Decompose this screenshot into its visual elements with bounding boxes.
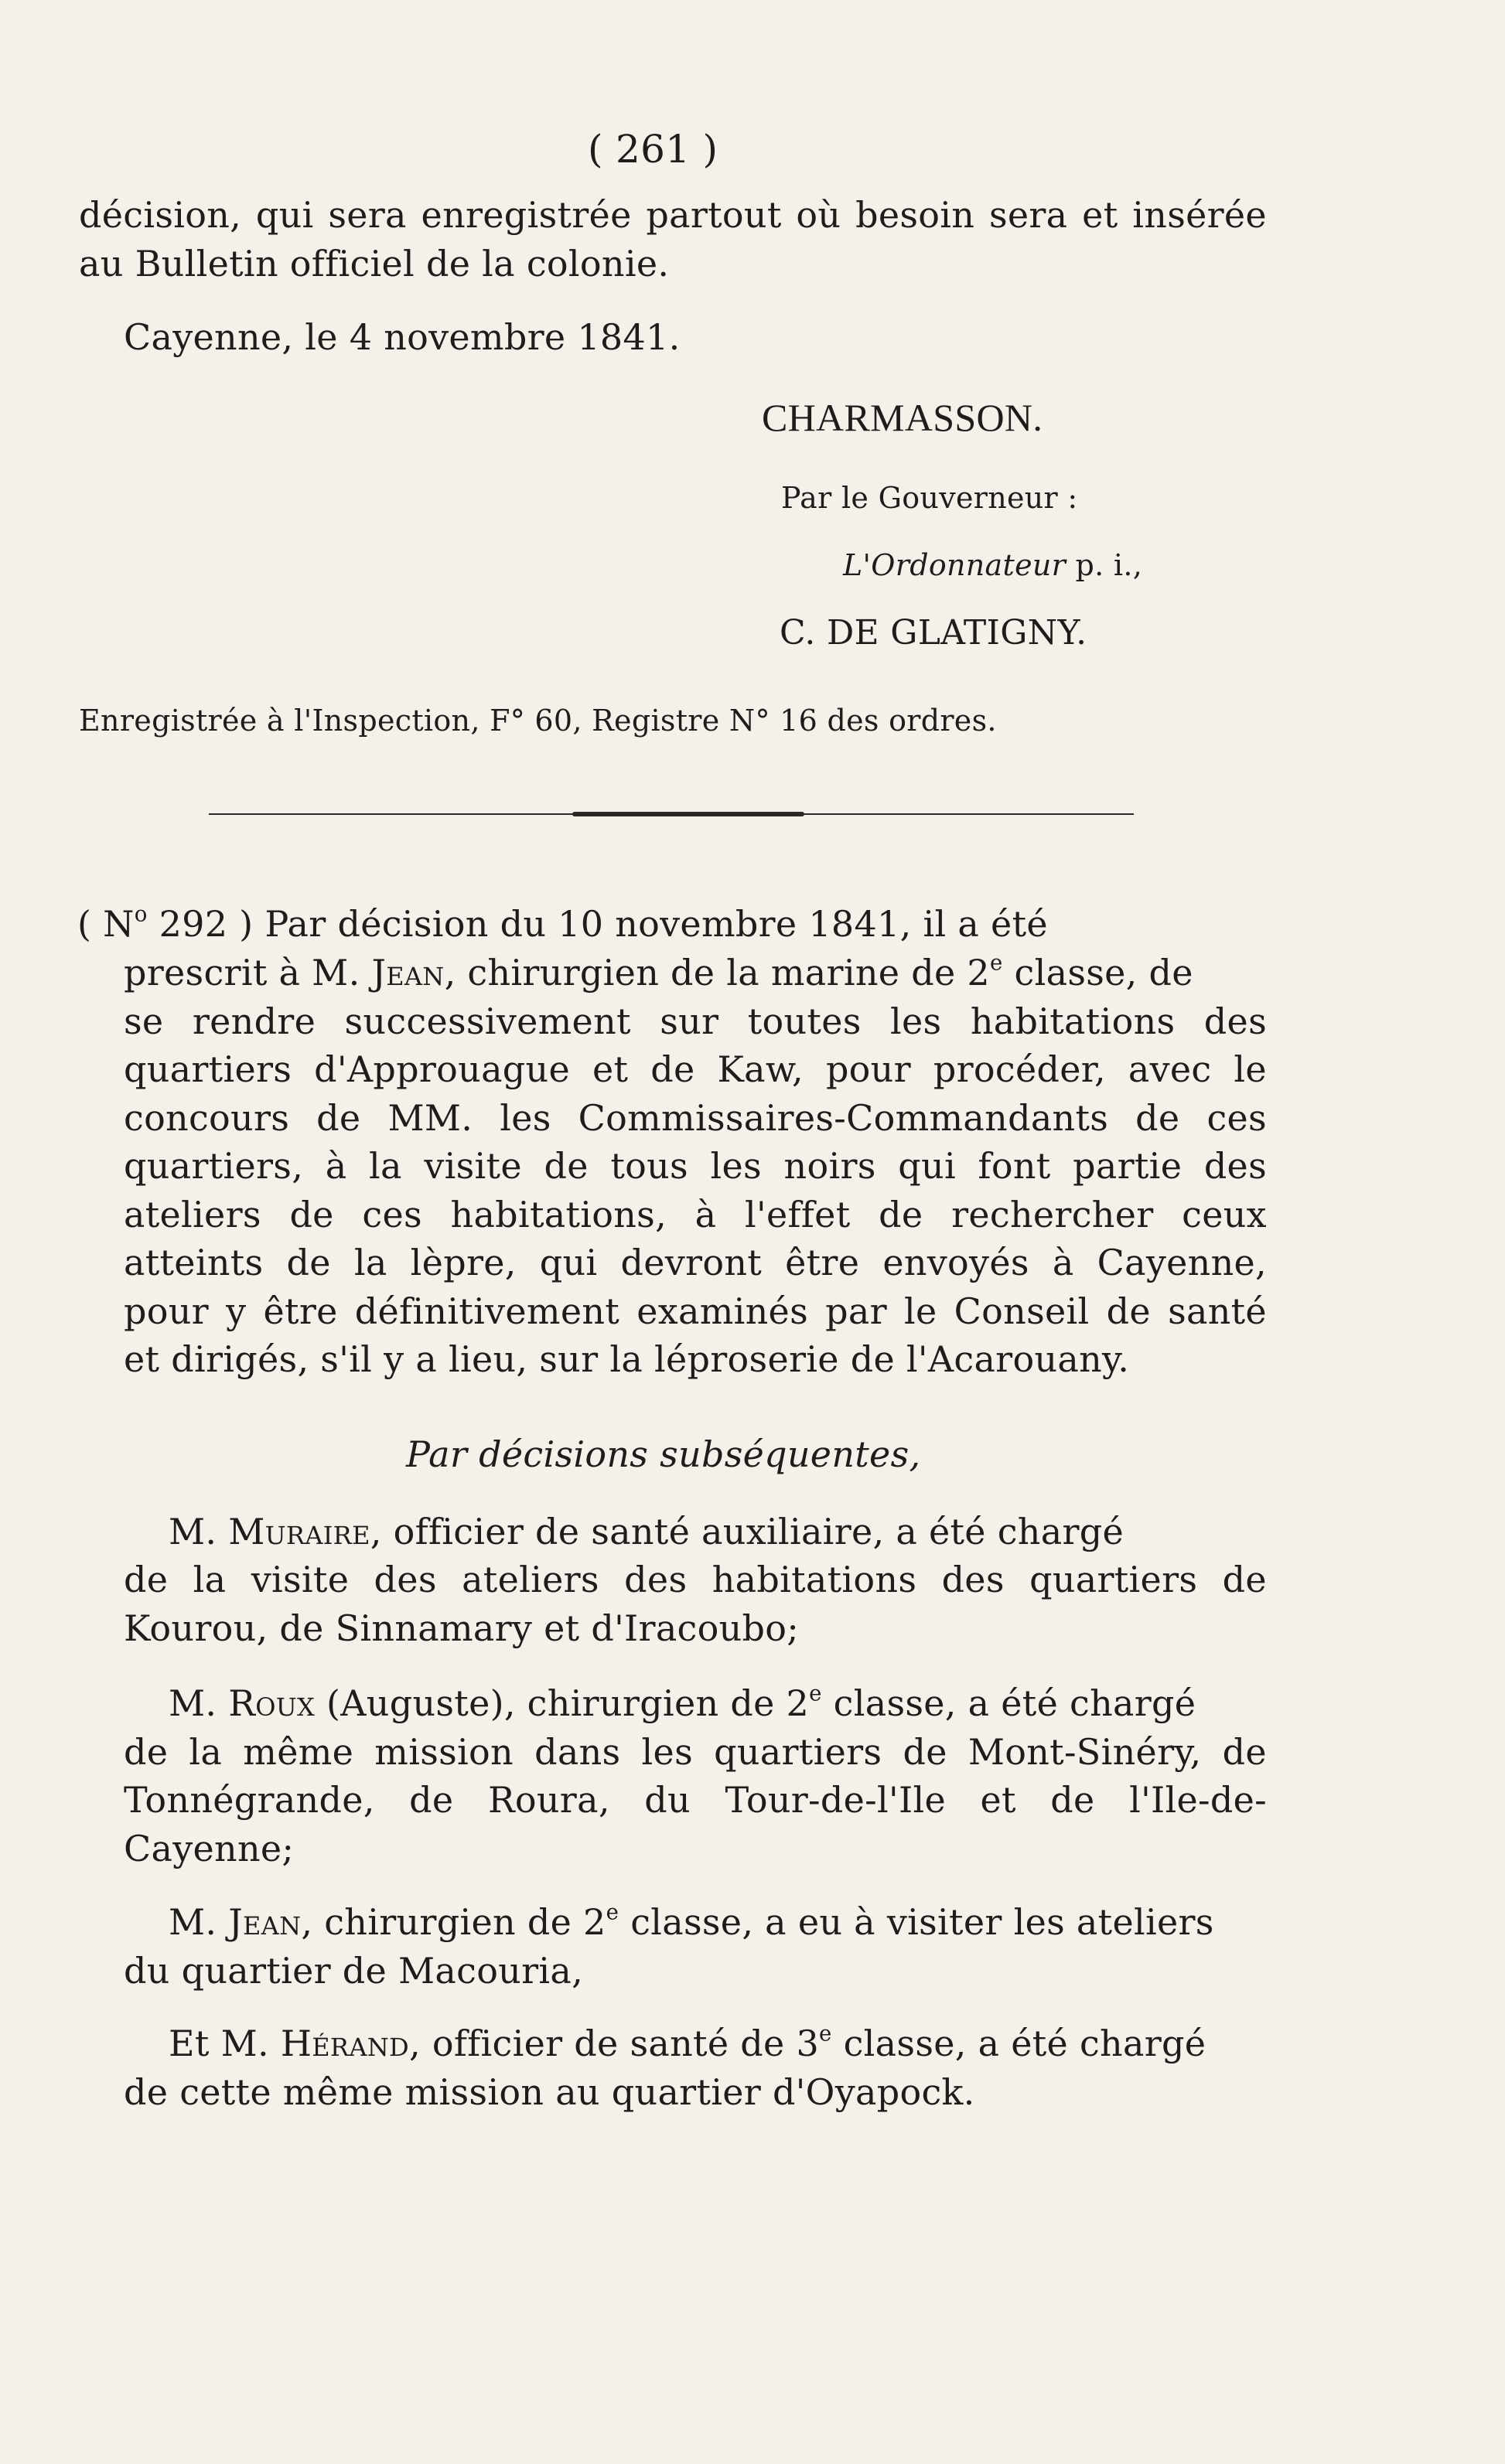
word: à (325, 1145, 347, 1187)
word: mission (374, 1731, 514, 1773)
muraire-l1-a: M. (169, 1511, 217, 1552)
decision-292-l2-a: prescrit à M. (124, 952, 360, 993)
word: rechercher (951, 1194, 1154, 1235)
word: successivement (344, 1000, 631, 1042)
herand-l1-sup: e (819, 2020, 832, 2047)
word: la (369, 1145, 402, 1187)
roux-l1-a: M. (169, 1682, 217, 1724)
word: MM. (387, 1097, 473, 1139)
section-divider (209, 812, 1134, 816)
decision-292-line-4 (124, 1048, 1267, 1090)
word: le (904, 1290, 937, 1332)
muraire-line-3: Kourou, de Sinnamary et d'Iracoubo; (124, 1607, 800, 1649)
word: de (286, 1242, 331, 1283)
word: habitations, (450, 1194, 667, 1235)
muraire-l1-b: , officier de santé auxiliaire, a été chargé (370, 1511, 1124, 1552)
decision-292-line-2 (124, 949, 1193, 993)
word: les (890, 1000, 942, 1042)
herand-l1-c: classe, a été chargé (831, 2023, 1206, 2064)
jean-l1-a: M. (169, 1901, 217, 1943)
word: habitations (970, 1000, 1176, 1042)
ordonnateur-italic: L'Ordonnateur (843, 548, 1066, 582)
word: par (825, 1290, 887, 1332)
word: de (1222, 1559, 1267, 1600)
decision-292-line-3 (124, 1000, 1267, 1042)
roux-line-4: Cayenne; (124, 1828, 295, 1869)
decision-292-line-6 (124, 1145, 1267, 1187)
word: partie (1073, 1145, 1182, 1187)
herand-l1-b: , officier de santé de 3 (409, 2023, 820, 2064)
decision-292-l2-sup: e (989, 949, 1003, 976)
decision-number-rest: 292 ) Par décision du 10 novembre 1841, il a été (147, 903, 1048, 945)
word: Conseil (954, 1290, 1090, 1332)
word: et (1082, 194, 1118, 236)
divider-ornament (572, 812, 804, 816)
word: ces (1206, 1097, 1267, 1139)
page-number: ( 261 ) (588, 127, 718, 172)
word: de (124, 1559, 169, 1600)
herand-line-2: de cette même mission au quartier d'Oyapock. (124, 2071, 975, 2113)
roux-l1-b: (Auguste), chirurgien de 2 (315, 1682, 810, 1724)
dateline: Cayenne, le 4 novembre 1841. (124, 316, 681, 358)
roux-line-3 (124, 1779, 1267, 1821)
word: quartiers (714, 1731, 882, 1773)
jean-line-1 (169, 1899, 1214, 1943)
word: l'effet (745, 1194, 851, 1235)
word: lèpre, (410, 1242, 517, 1283)
word: d'Approuague (314, 1048, 570, 1090)
word: des (1203, 1000, 1267, 1042)
decision-number-prefix: ( N (77, 903, 135, 945)
word: du (644, 1779, 691, 1821)
word: rendre (192, 1000, 316, 1042)
word: les (710, 1145, 762, 1187)
word: habitations (712, 1559, 917, 1600)
word: la (353, 1242, 387, 1283)
word: tous (610, 1145, 688, 1187)
word: Cayenne, (1097, 1242, 1267, 1283)
word: où (796, 194, 841, 236)
word: qui (898, 1145, 956, 1187)
word: y (226, 1290, 247, 1332)
word: de (650, 1048, 695, 1090)
jean-l1-c: classe, a eu à visiter les ateliers (619, 1901, 1214, 1943)
word: de (879, 1194, 923, 1235)
ordonnateur-title (843, 550, 1142, 580)
word: de (903, 1731, 947, 1773)
registration-note: Enregistrée à l'Inspection, F° 60, Registre N° 16 des ordres. (79, 704, 997, 738)
word: des (624, 1559, 688, 1600)
word: sera (988, 194, 1068, 236)
word: envoyés (882, 1242, 1029, 1283)
word: être (785, 1242, 860, 1283)
word: procéder, (933, 1048, 1106, 1090)
decision-292-line-5 (124, 1097, 1267, 1139)
herand-l1-a: Et M. (169, 2023, 269, 2064)
word: font (978, 1145, 1051, 1187)
word: qui (539, 1242, 598, 1283)
signer-name: CHARMASSON. (762, 396, 1043, 439)
word: quartiers, (124, 1145, 304, 1187)
word: partout (646, 194, 782, 236)
word: définitivement (354, 1290, 620, 1332)
word: l'Ile-de- (1129, 1779, 1267, 1821)
word: le (1234, 1048, 1267, 1090)
word: la (189, 1731, 223, 1773)
word: pour (124, 1290, 209, 1332)
word: et (980, 1779, 1016, 1821)
word: de (124, 1731, 169, 1773)
ordonnateur-suffix: p. i., (1075, 548, 1143, 582)
word: les (500, 1097, 551, 1139)
jean-l1-b: , chirurgien de 2 (301, 1901, 606, 1943)
word: pour (825, 1048, 911, 1090)
word: des (941, 1559, 1005, 1600)
word: décision, (79, 194, 242, 236)
word: atteints (124, 1242, 264, 1283)
word: quartiers (124, 1048, 292, 1090)
word: visite (251, 1559, 350, 1600)
word: ateliers (124, 1194, 261, 1235)
ordonnateur-name: C. DE GLATIGNY. (780, 613, 1087, 653)
word: Kaw, (717, 1048, 804, 1090)
word: Tonnégrande, (124, 1779, 375, 1821)
word: de (1106, 1290, 1151, 1332)
word: examinés (636, 1290, 808, 1332)
word: de (1050, 1779, 1095, 1821)
decision-number-sup: o (134, 901, 148, 927)
word: ateliers (462, 1559, 599, 1600)
word: et (592, 1048, 629, 1090)
decision-292-l2-b: , chirurgien de la marine de 2 (444, 952, 990, 993)
muraire-line-1 (169, 1511, 1124, 1552)
roux-line-2 (124, 1731, 1267, 1773)
word: de (316, 1097, 361, 1139)
word: sur (660, 1000, 719, 1042)
word: de (1135, 1097, 1180, 1139)
word: de (1222, 1731, 1267, 1773)
intro-line-2: au Bulletin officiel de la colonie. (79, 243, 670, 285)
word: à (694, 1194, 717, 1235)
word: enregistrée (421, 194, 632, 236)
word: avec (1128, 1048, 1212, 1090)
decision-292-line-1 (77, 901, 1048, 945)
word: être (263, 1290, 338, 1332)
person-name-muraire: Muraire (228, 1511, 370, 1552)
person-name-roux: Roux (228, 1682, 316, 1724)
word: même (243, 1731, 354, 1773)
jean-line-2: du quartier de Macouria, (124, 1950, 584, 1992)
decision-292-line-7 (124, 1194, 1267, 1235)
jean-l1-sup: e (606, 1899, 619, 1925)
word: Commissaires-Commandants (578, 1097, 1109, 1139)
person-name-herand: Hérand (280, 2023, 409, 2064)
word: se (124, 1000, 164, 1042)
word: ces (362, 1194, 422, 1235)
word: devront (620, 1242, 763, 1283)
word: noirs (783, 1145, 876, 1187)
word: les (641, 1731, 693, 1773)
word: ceux (1182, 1194, 1267, 1235)
word: visite (424, 1145, 522, 1187)
word: des (374, 1559, 437, 1600)
roux-l1-sup: e (809, 1680, 822, 1706)
word: des (1203, 1145, 1267, 1187)
person-name-jean: Jean (371, 952, 445, 993)
word: besoin (855, 194, 975, 236)
muraire-line-2 (124, 1559, 1267, 1600)
word: Mont-Sinéry, (968, 1731, 1202, 1773)
word: la (193, 1559, 227, 1600)
decision-292-line-10: et dirigés, s'il y a lieu, sur la léproserie de l'Acarouany. (124, 1338, 1130, 1380)
decision-292-line-9 (124, 1290, 1267, 1332)
word: de (409, 1779, 454, 1821)
word: dans (534, 1731, 621, 1773)
roux-line-1 (169, 1680, 1196, 1724)
word: concours (124, 1097, 290, 1139)
word: à (1052, 1242, 1074, 1283)
word: quartiers (1029, 1559, 1198, 1600)
word: sera (328, 194, 407, 236)
word: de (544, 1145, 589, 1187)
word: toutes (747, 1000, 862, 1042)
word: Roura, (487, 1779, 610, 1821)
subsequent-heading: Par décisions subséquentes, (406, 1433, 921, 1475)
word: insérée (1132, 194, 1267, 236)
person-name-jean-2: Jean (228, 1901, 302, 1943)
decision-292-l2-c: classe, de (1002, 952, 1193, 993)
intro-line-1 (79, 194, 1267, 236)
word: Tour-de-l'Ile (725, 1779, 946, 1821)
by-governor: Par le Gouverneur : (781, 481, 1078, 515)
decision-292-line-8 (124, 1242, 1267, 1283)
roux-l1-c: classe, a été chargé (821, 1682, 1196, 1724)
herand-line-1 (169, 2020, 1206, 2064)
word: de (289, 1194, 334, 1235)
word: qui (255, 194, 314, 236)
word: santé (1168, 1290, 1267, 1332)
